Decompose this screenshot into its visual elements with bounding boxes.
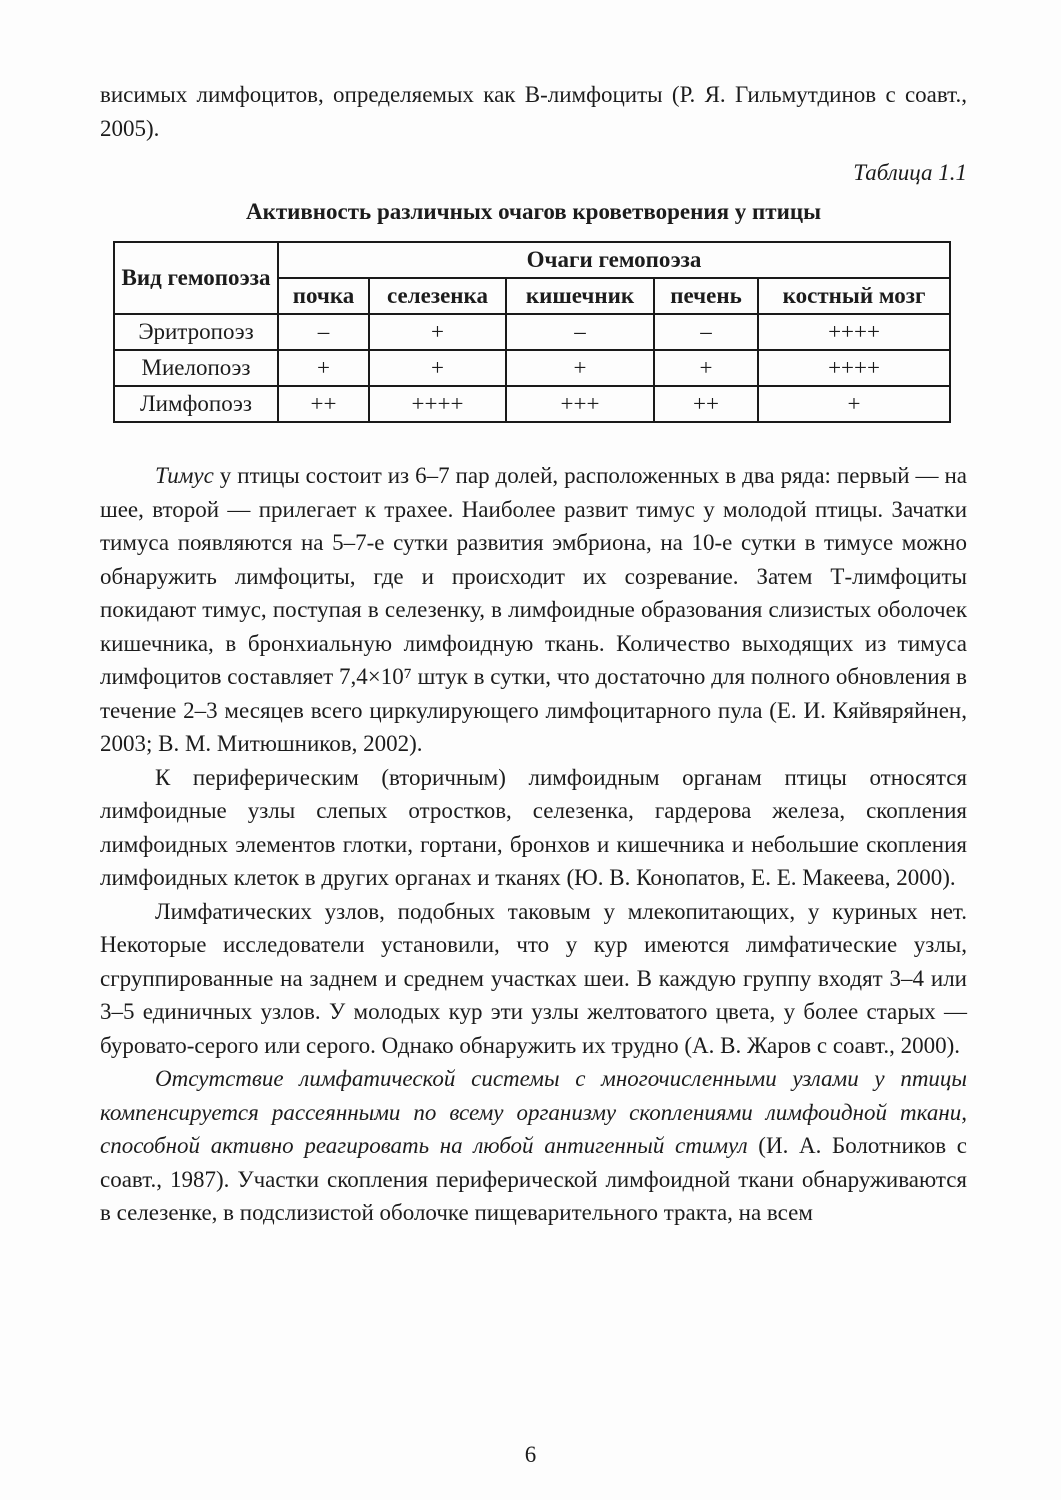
paragraph-peripheral-organs: К периферическим (вторичным) лимфоидным органам птицы относятся лимфоидные узлы слепых отростков, селезенка, гардерова железа, скопления лимфоидных элементов глотки, гортани, бронхов и кишечника и небольшие скопления лимфоидных клеток в других органах и тканях (Ю. В. Конопатов, Е. Е. Макеева, 2000). bbox=[100, 764, 967, 890]
table-caption: Таблица 1.1 bbox=[853, 160, 967, 185]
paragraph-lead-italic: Отсутствие лимфатической системы с многочисленными узлами у птицы компенсируется рассеянными по всему организму скоплениями лимфоидной ткани, способной активно реагировать на любой антигенный стимул bbox=[100, 1066, 967, 1158]
table-cell: – bbox=[278, 314, 369, 350]
column-header-spleen: селезенка bbox=[369, 278, 506, 314]
table-cell: ++++ bbox=[758, 350, 950, 386]
document-page bbox=[100, 78, 967, 1230]
paragraph-thymus bbox=[100, 459, 967, 761]
table-cell: ++ bbox=[278, 386, 369, 422]
paragraph-continuation: висимых лимфоцитов, определяемых как В-лимфоциты (Р. Я. Гильмутдинов с соавт., 2005). bbox=[100, 82, 967, 141]
table-title: Активность различных очагов кроветворения у птицы bbox=[245, 198, 822, 224]
table-row-erythropoiesis bbox=[114, 314, 950, 350]
column-header-kidney: почка bbox=[278, 278, 369, 314]
row-label: Эритропоэз bbox=[114, 314, 278, 350]
paragraph-lead-italic: Тимус bbox=[155, 463, 214, 488]
table-cell: + bbox=[654, 350, 758, 386]
paragraph-lymph-nodes: Лимфатических узлов, подобных таковым у млекопитающих, у куриных нет. Некоторые исследователи установили, что у кур имеются лимфатические узлы, сгруппированные на заднем и среднем участках шеи. В каждую группу входят 3–4 или 3–5 единичных узлов. У молодых кур эти узлы желтоватого цвета, у более старых — буровато-серого или серого. Однако обнаружить их трудно (А. В. Жаров с соавт., 2000). bbox=[100, 898, 967, 1058]
table-cell: + bbox=[506, 350, 654, 386]
paragraph-text: у птицы состоит из 6–7 пар долей, расположенных в два ряда: первый — на шее, второй — прилегает к трахее. Наиболее развит тимус у молодой птицы. Зачатки тимуса появляются на 5–7-е сутки развития эмбриона, на 10-е сутки в тимусе можно обнаружить лимфоциты, где и происходит их созревание. Затем Т-лимфоциты покидают тимус, поступая в селезенку, в лимфоидные образования слизистых оболочек кишечника, в бронхиальную лимфоидную ткань. Количество выходящих из тимуса лимфоцитов составляет 7,4×10⁷ штук в сутки, что достаточно для полного обновления в течение 2–3 месяцев всего циркулирующего лимфоцитарного пула (Е. И. Кяйвяряйнен, 2003; В. М. Митюшников, 2002). bbox=[100, 463, 967, 756]
table-cell: + bbox=[278, 350, 369, 386]
table-row-lymphopoiesis bbox=[114, 386, 950, 422]
table-cell: – bbox=[506, 314, 654, 350]
paragraph-lymphatic-system bbox=[100, 1062, 967, 1230]
column-header-liver: печень bbox=[654, 278, 758, 314]
table-row-myelopoiesis bbox=[114, 350, 950, 386]
column-header-intestine: кишечник bbox=[506, 278, 654, 314]
table-group-header: Очаги гемопоэза bbox=[278, 242, 950, 278]
table-corner-header: Вид гемопоэза bbox=[114, 242, 278, 314]
paragraph-text: (И. А. Болотников с соавт., 1987). Участки скопления периферической лимфоидной ткани обнаруживаются в селезенке, в подслизистой оболочке пищеварительного тракта, на всем bbox=[100, 1133, 968, 1225]
row-label: Миелопоэз bbox=[114, 350, 278, 386]
hemopoiesis-activity-table bbox=[113, 241, 951, 423]
table-cell: +++ bbox=[506, 386, 654, 422]
column-header-bone-marrow: костный мозг bbox=[758, 278, 950, 314]
table-cell: ++++ bbox=[758, 314, 950, 350]
table-cell: + bbox=[758, 386, 950, 422]
row-label: Лимфопоэз bbox=[114, 386, 278, 422]
table-cell: + bbox=[369, 350, 506, 386]
table-cell: + bbox=[369, 314, 506, 350]
table-header-row-group bbox=[114, 242, 950, 278]
table-cell: ++++ bbox=[369, 386, 506, 422]
page-number: 6 bbox=[524, 1442, 537, 1467]
table-cell: ++ bbox=[654, 386, 758, 422]
table-cell: – bbox=[654, 314, 758, 350]
